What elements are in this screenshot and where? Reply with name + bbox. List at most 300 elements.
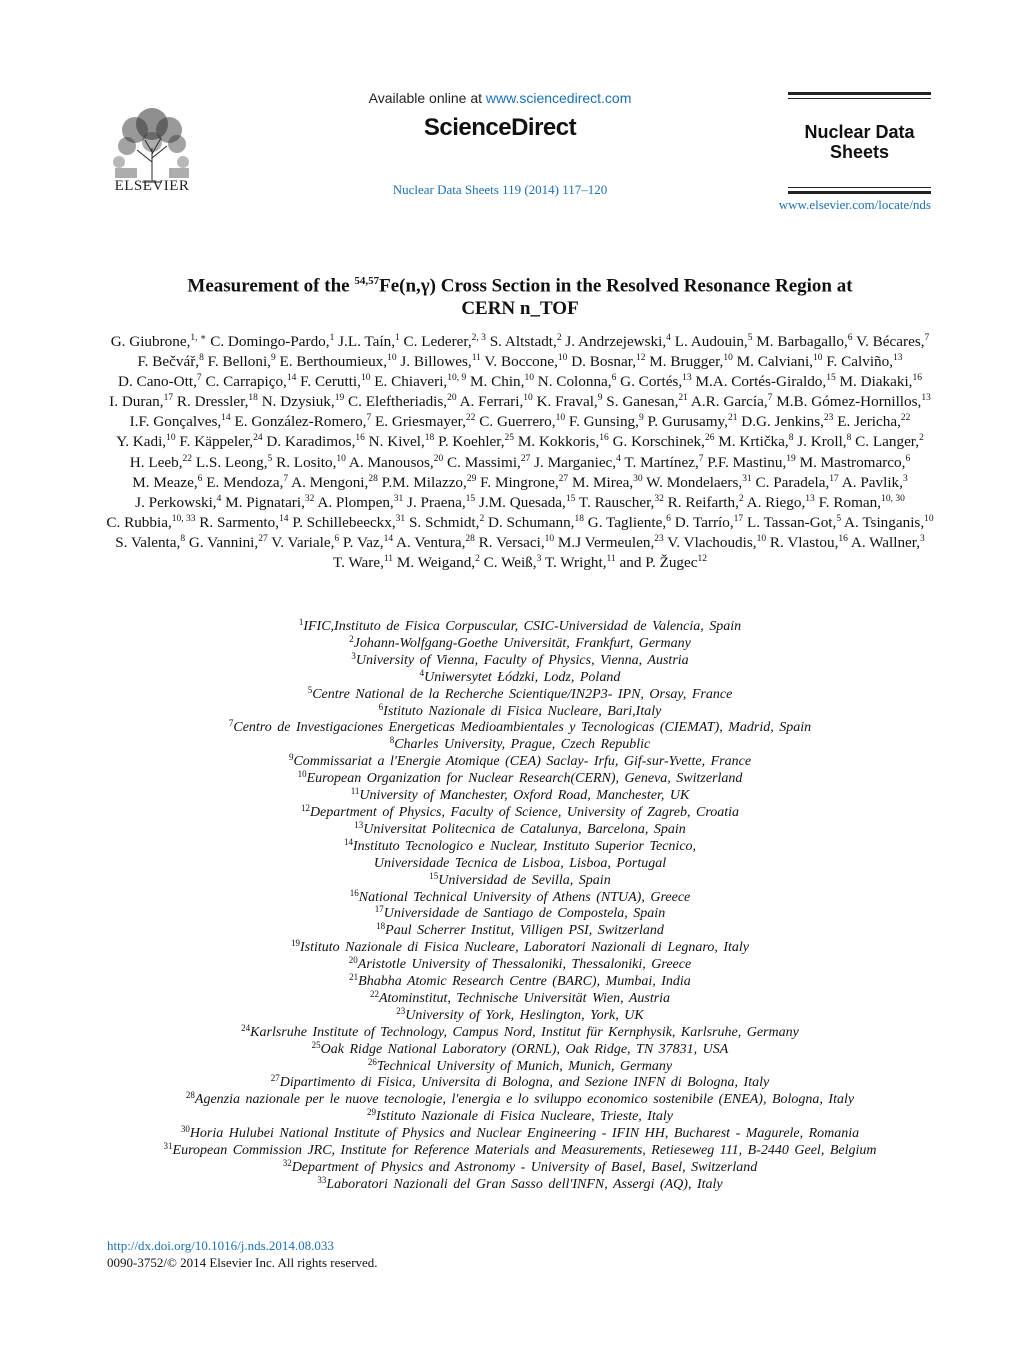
affiliation-text: Department of Physics and Astronomy - University of Basel, Basel, Switzerland <box>291 1160 758 1175</box>
author-name <box>707 454 795 471</box>
journal-logo-bottom-rule <box>788 191 931 194</box>
author-name <box>206 474 288 491</box>
author-affiliation-marker: 13 <box>893 353 903 364</box>
affiliation-text: University of Vienna, Faculty of Physics, Vienna, Austria <box>355 652 689 668</box>
affiliation-item <box>100 1039 940 1059</box>
journal-citation[interactable]: Nuclear Data Sheets 119 (2014) 117–120 <box>392 182 608 197</box>
affiliation-item <box>100 1109 940 1126</box>
affiliation-text: Istituto Nazionale di Fisica Nucleare, Trieste, Italy <box>376 1109 673 1125</box>
title-line2: CERN n_TOF <box>461 298 579 320</box>
author-name-text: R. Dressler, <box>176 393 249 411</box>
author-name <box>741 413 833 430</box>
affiliation-number: 23 <box>396 1005 406 1016</box>
author-name-text: C. Paradela, <box>755 473 830 491</box>
author-affiliation-marker: 10 <box>756 533 767 544</box>
author-name-text: S. Schmidt, <box>408 513 480 531</box>
affiliation-number: 5 <box>307 684 313 695</box>
author-name-text: and P. Žugec <box>619 554 698 572</box>
author-affiliation-marker: 32 <box>304 493 315 504</box>
author-name <box>382 474 477 491</box>
author-affiliation-marker: 3 <box>536 554 542 565</box>
author-affiliation-marker: 2, 3 <box>471 333 486 343</box>
author-name-text: V. Boccone, <box>484 353 558 371</box>
affiliation-item <box>100 771 940 788</box>
author-name-text: L.S. Leong, <box>195 453 268 471</box>
affiliation-text: Centre National de la Recherche Scientique/IN2P3- IPN, Orsay, France <box>312 686 733 702</box>
author-name-text: S. Altstadt, <box>489 333 557 350</box>
affiliation-number: 25 <box>311 1039 321 1050</box>
author-name <box>480 474 568 491</box>
author-affiliation-marker: 16 <box>838 533 848 544</box>
author-name <box>369 433 435 450</box>
author-name <box>479 494 575 511</box>
author-name <box>488 514 584 531</box>
author-name-text: C. Lederer, <box>403 333 472 350</box>
author-name-text: M. Mastromarco, <box>799 453 906 471</box>
author-name <box>349 454 443 471</box>
author-name <box>588 514 671 531</box>
affiliation-text: Universidad de Sevilla, Spain <box>438 872 611 888</box>
author-name <box>276 454 346 471</box>
author-name-text: N. Colonna, <box>537 373 612 391</box>
author-name-text: C. Carrapiço, <box>205 373 287 391</box>
author-name <box>837 413 910 430</box>
author-affiliation-marker: 10 <box>166 433 176 444</box>
title-rest: Fe(n,γ) Cross Section in the Resolved Resonance Region at <box>379 275 853 297</box>
author-name <box>572 474 643 491</box>
author-name-text: C. Domingo-Pardo, <box>210 333 330 350</box>
author-name <box>205 373 296 390</box>
author-name-text: L. Tassan-Got, <box>746 513 837 531</box>
author-affiliation-marker: 7 <box>196 373 202 384</box>
author-name-text: C. Eleftheriadis, <box>347 393 448 411</box>
affiliation-number: 27 <box>270 1073 280 1084</box>
author-affiliation-marker: 10, 30 <box>881 493 905 504</box>
journal-name <box>788 122 931 162</box>
author-name-text: M. Meaze, <box>132 473 198 491</box>
author-name <box>111 333 207 350</box>
affiliation-text: Universitat Politecnica de Catalunya, Barcelona, Spain <box>363 821 686 837</box>
affiliation-text: Istituto Nazionale di Fisica Nucleare, Laboratori Nazionali di Legnaro, Italy <box>299 940 750 956</box>
sciencedirect-link[interactable]: www.sciencedirect.com <box>485 90 632 106</box>
author-name-text: E. Berthoumieux, <box>279 353 388 371</box>
author-name <box>271 534 339 551</box>
author-affiliation-marker: 4 <box>216 493 222 504</box>
author-name-text: D. Bosnar, <box>571 353 636 371</box>
affiliation-number: 12 <box>300 802 310 813</box>
author-affiliation-marker: 10 <box>523 393 533 404</box>
author-affiliation-marker: 1 <box>329 333 335 343</box>
affiliation-text: Oak Ridge National Laboratory (ORNL), Oak Ridge, TN 37831, USA <box>320 1041 729 1057</box>
author-affiliation-marker: 5 <box>836 513 842 524</box>
author-affiliation-marker: 23 <box>654 533 664 544</box>
title-isotopes: 54,57 <box>354 275 380 287</box>
affiliation-text: University of Manchester, Oxford Road, Manchester, UK <box>359 788 690 804</box>
affiliation-text: Laboratori Nazionali del Gran Sasso dell'INFN, Assergi (AQ), Italy <box>326 1176 723 1192</box>
author-affiliation-marker: 3 <box>902 473 908 484</box>
affiliation-item <box>100 836 940 856</box>
author-affiliation-marker: 31 <box>742 473 752 484</box>
affiliation-text: Commissariat a l'Energie Atomique (CEA) Saclay- Irfu, Gif-sur-Yvette, France <box>293 754 752 770</box>
author-affiliation-marker: 2 <box>475 554 480 565</box>
author-name <box>747 514 841 531</box>
paper-title <box>100 270 940 320</box>
affiliation-text: Paul Scherrer Institut, Villigen PSI, Switzerland <box>385 923 664 939</box>
affiliation-text: Bhabha Atomic Research Centre (BARC), Mumbai, India <box>358 974 691 990</box>
affiliation-text: Uniwersytet Łódzki, Lodz, Poland <box>424 669 621 685</box>
author-name-text: T. Ware, <box>332 554 384 572</box>
journal-url-link[interactable]: www.elsevier.com/locate/nds <box>778 197 931 212</box>
author-affiliation-marker: 2 <box>919 433 924 444</box>
author-affiliation-marker: 27 <box>558 473 569 484</box>
author-affiliation-marker: 10 <box>524 373 534 384</box>
author-name-text: L. Audouin, <box>674 333 748 350</box>
author-name <box>613 433 715 450</box>
author-name <box>855 433 924 450</box>
affiliation-item <box>100 754 940 771</box>
author-name-text: E. Griesmayer, <box>375 413 466 431</box>
author-affiliation-marker: 18 <box>424 433 435 444</box>
author-name-text: F. Calviño, <box>826 353 894 371</box>
author-name-text: P.F. Mastinu, <box>707 453 787 471</box>
author-name <box>800 454 911 471</box>
affiliation-number: 21 <box>349 972 359 983</box>
author-name <box>106 514 195 531</box>
affiliation-item <box>100 720 940 737</box>
author-name-text: W. Mondelaers, <box>646 473 743 491</box>
affiliation-item <box>100 633 940 653</box>
author-affiliation-marker: 28 <box>368 473 378 484</box>
doi-link[interactable]: http://dx.doi.org/10.1016/j.nds.2014.08.033 <box>107 1238 334 1253</box>
author-affiliation-marker: 28 <box>465 533 475 544</box>
author-affiliation-marker: 27 <box>258 533 268 544</box>
author-name <box>266 433 365 450</box>
author-affiliation-marker: 6 <box>197 473 203 484</box>
affiliation-number: 16 <box>349 887 359 898</box>
affiliation-number: 15 <box>429 870 439 881</box>
author-name-text: J. Marganiec, <box>534 453 617 471</box>
author-name <box>624 454 703 471</box>
author-name <box>116 433 175 450</box>
author-affiliation-marker: 14 <box>221 413 231 424</box>
author-name <box>695 373 835 390</box>
author-affiliation-marker: 11 <box>383 554 394 565</box>
author-affiliation-marker: 31 <box>393 493 404 504</box>
author-affiliation-marker: 16 <box>355 433 365 444</box>
author-name-text: A. Tsinganis, <box>844 513 925 531</box>
affiliation-item <box>100 701 940 721</box>
author-affiliation-marker: 3 <box>920 533 925 544</box>
author-name <box>291 474 378 491</box>
author-name <box>375 413 475 430</box>
author-affiliation-marker: 10 <box>813 353 823 364</box>
author-name-text: V. Vlachoudis, <box>667 533 757 551</box>
author-name-text: M. Krtička, <box>718 433 789 451</box>
author-affiliation-marker: 8 <box>199 353 204 364</box>
affiliation-number: 13 <box>354 819 364 830</box>
affiliation-text: Dipartimento di Fisica, Universita di Bologna, and Sezione INFN di Bologna, Italy <box>279 1075 770 1091</box>
author-name-text: M. Diakaki, <box>839 373 913 391</box>
author-affiliation-marker: 8 <box>788 433 794 444</box>
affiliation-list <box>100 619 940 1194</box>
author-name <box>135 494 221 511</box>
affiliation-item <box>100 974 940 991</box>
author-name <box>606 393 688 410</box>
author-name-text: D.G. Jenkins, <box>741 413 824 431</box>
author-name <box>343 534 393 551</box>
author-name <box>460 393 533 410</box>
author-affiliation-marker: 7 <box>924 333 930 343</box>
author-affiliation-marker: 10 <box>555 413 566 424</box>
author-name <box>667 534 766 551</box>
author-name <box>447 454 530 471</box>
author-name <box>558 534 664 551</box>
affiliation-text: Horia Hulubei National Institute of Physics and Nuclear Engineering - IFIN HH, Bucharest - Magurele, Romania <box>189 1126 860 1142</box>
author-name <box>675 514 743 531</box>
affiliation-number: 19 <box>290 938 300 949</box>
author-name-text: A. Plompen, <box>317 493 394 511</box>
author-affiliation-marker: 6 <box>611 373 617 384</box>
author-affiliation-marker: 12 <box>697 554 708 565</box>
author-name-text: P. Schillebeeckx, <box>292 513 396 531</box>
affiliation-number: 9 <box>288 752 294 763</box>
affiliation-item <box>100 988 940 1008</box>
affiliation-item <box>100 619 940 636</box>
author-name-text: M. Pignatari, <box>225 493 305 511</box>
author-name <box>737 353 823 370</box>
author-affiliation-marker: 10 <box>557 353 568 364</box>
affiliation-number: 1 <box>298 617 304 627</box>
affiliation-item <box>100 1056 940 1076</box>
author-name-text: J. Perkowski, <box>135 493 217 511</box>
affiliation-text: Agenzia nazionale per le nuove tecnologie, l'energia e lo sviluppo economico sostenibile (ENEA), Bologna, Italy <box>194 1092 855 1108</box>
author-affiliation-marker: 19 <box>786 453 796 464</box>
author-name-text: M. Chin, <box>470 373 525 391</box>
affiliation-text: Johann-Wolfgang-Goethe Universität, Frankfurt, Germany <box>353 635 691 651</box>
author-affiliation-marker: 1 <box>395 333 400 343</box>
author-name-text: T. Martínez, <box>624 453 699 471</box>
author-name-text: D. Tarrío, <box>674 513 734 531</box>
author-name <box>397 554 480 571</box>
affiliation-item <box>100 940 940 957</box>
author-name <box>856 333 929 350</box>
affiliation-number: 2 <box>349 633 354 644</box>
author-affiliation-marker: 9 <box>597 393 603 404</box>
author-name-text: R. Vlastou, <box>769 533 839 551</box>
author-name <box>317 494 403 511</box>
affiliation-number: 30 <box>180 1124 190 1135</box>
title-prefix: Measurement of the <box>187 275 355 297</box>
affiliation-text: Aristotle University of Thessaloniki, Thessaloniki, Greece <box>357 957 692 973</box>
affiliation-item <box>100 923 940 940</box>
author-name <box>400 353 480 370</box>
author-name <box>851 534 925 551</box>
author-name <box>109 393 173 410</box>
author-affiliation-marker: 17 <box>733 513 744 524</box>
author-name <box>538 373 617 390</box>
affiliation-item <box>100 667 940 687</box>
author-affiliation-marker: 7 <box>283 473 289 484</box>
author-affiliation-marker: 2 <box>479 513 485 524</box>
affiliation-number: 26 <box>367 1056 377 1067</box>
author-affiliation-marker: 7 <box>366 413 372 424</box>
author-affiliation-marker: 6 <box>847 333 853 343</box>
author-affiliation-marker: 8 <box>846 433 852 444</box>
copyright-notice: 0090-3752/© 2014 Elsevier Inc. All rights reserved. <box>107 1255 378 1270</box>
author-name-text: T. Rauscher, <box>578 493 655 511</box>
author-affiliation-marker: 26 <box>704 433 715 444</box>
author-name <box>199 514 288 531</box>
affiliation-item <box>100 1160 940 1177</box>
author-name-text: M. Kokkoris, <box>517 433 600 451</box>
availability-note <box>330 90 670 106</box>
author-name <box>648 413 738 430</box>
affiliation-number: 33 <box>317 1174 327 1185</box>
author-affiliation-marker: 12 <box>636 353 646 364</box>
affiliation-item <box>100 870 940 890</box>
author-affiliation-marker: 10 <box>387 353 397 364</box>
author-affiliation-marker: 4 <box>616 453 621 464</box>
affiliation-text: Atominstitut, Technische Universität Wien, Austria <box>378 990 671 1006</box>
author-name-text: R. Losito, <box>276 453 337 471</box>
author-affiliation-marker: 13 <box>805 493 815 504</box>
affiliation-number: 28 <box>185 1090 195 1101</box>
author-name <box>479 534 554 551</box>
author-name <box>130 413 231 430</box>
affiliation-item <box>100 906 940 923</box>
author-affiliation-marker: 20 <box>447 393 457 404</box>
author-name-text: E. González-Romero, <box>234 413 367 431</box>
author-name-text: A. Riego, <box>746 493 806 511</box>
author-affiliation-marker: 19 <box>334 393 345 404</box>
affiliation-text: European Commission JRC, Institute for Reference Materials and Measurements, Retieseweg 111, B-2440 Geel, Belgium <box>172 1143 877 1159</box>
author-name <box>776 393 931 410</box>
author-name-text: S. Valenta, <box>115 533 181 551</box>
author-affiliation-marker: 11 <box>471 353 481 364</box>
author-name-text: H. Leeb, <box>129 453 183 471</box>
journal-name-line2: Sheets <box>829 142 890 162</box>
author-name <box>300 373 370 390</box>
author-affiliation-marker: 16 <box>599 433 609 444</box>
author-affiliation-marker: 11 <box>606 554 616 565</box>
author-name-text: P.M. Milazzo, <box>381 473 467 491</box>
author-affiliation-marker: 1, ∗ <box>190 333 207 343</box>
author-name-text: G. Giubrone, <box>110 333 191 350</box>
author-name <box>569 413 644 430</box>
author-name <box>130 454 192 471</box>
author-affiliation-marker: 24 <box>253 433 263 444</box>
affiliation-text: University of York, Heslington, York, UK <box>405 1007 644 1023</box>
author-name <box>225 494 314 511</box>
author-name <box>534 454 621 471</box>
author-name-text: Y. Kadi, <box>116 433 167 451</box>
author-name-text: M. Calviani, <box>736 353 814 371</box>
affiliation-text: National Technical University of Athens (NTUA), Greece <box>358 889 691 905</box>
author-name-text: A.R. García, <box>690 393 768 411</box>
author-affiliation-marker: 5 <box>267 453 273 464</box>
affiliation-number: 11 <box>350 786 360 797</box>
author-name <box>115 534 185 551</box>
author-name <box>756 333 852 350</box>
author-name-text: F. Bečvář, <box>137 353 200 371</box>
author-name-text: D. Schumann, <box>487 513 575 531</box>
affiliation-number: 32 <box>282 1158 292 1168</box>
author-name <box>840 373 922 390</box>
author-name-text: A. Ventura, <box>396 533 466 551</box>
author-affiliation-marker: 10 <box>924 513 934 524</box>
author-name <box>484 353 567 370</box>
author-name-text: M. Mirea, <box>571 473 634 491</box>
author-name <box>407 494 475 511</box>
author-affiliation-marker: 27 <box>520 453 531 464</box>
author-name <box>797 433 851 450</box>
author-name-text: N. Kivel, <box>368 433 425 451</box>
author-name-text: R. Reifarth, <box>667 493 739 511</box>
author-name-text: G. Cortés, <box>620 373 683 391</box>
affiliation-item <box>100 1075 940 1092</box>
author-affiliation-marker: 17 <box>163 393 174 404</box>
author-name-text: M.J Vermeulen, <box>557 533 655 551</box>
author-affiliation-marker: 32 <box>654 493 664 504</box>
affiliation-item <box>100 887 940 907</box>
affiliation-item <box>100 802 940 822</box>
author-name-text: A. Wallner, <box>850 533 921 551</box>
author-name <box>137 353 203 370</box>
author-name-text: K. Fraval, <box>536 393 598 411</box>
author-affiliation-marker: 2 <box>738 493 744 504</box>
affiliation-continuation: Universidade Tecnica de Lisboa, Lisboa, Portugal <box>373 855 667 871</box>
author-name <box>479 413 565 430</box>
affiliation-number: 31 <box>163 1141 173 1152</box>
author-name <box>196 454 272 471</box>
affiliation-item <box>100 957 940 974</box>
author-name-text: P. Vaz, <box>342 533 384 551</box>
author-name <box>409 514 484 531</box>
author-affiliation-marker: 10 <box>360 373 371 384</box>
author-affiliation-marker: 7 <box>698 453 704 464</box>
author-name <box>438 433 514 450</box>
author-name-text: R. Sarmento, <box>199 513 280 531</box>
affiliation-number: 7 <box>228 718 234 729</box>
author-name <box>649 353 733 370</box>
author-name <box>262 393 344 410</box>
affiliation-item <box>100 1005 940 1025</box>
affiliation-number: 3 <box>351 650 356 661</box>
author-name-text: J. Billowes, <box>400 353 472 371</box>
affiliation-text: Istituto Nazionale di Fisica Nucleare, Bari,Italy <box>383 703 662 719</box>
journal-logo <box>788 92 931 194</box>
author-name-text: P. Koehler, <box>438 433 505 451</box>
author-name <box>668 494 744 511</box>
author-affiliation-marker: 2 <box>556 333 562 343</box>
journal-name-line1: Nuclear Data <box>804 122 915 142</box>
author-name <box>490 333 562 350</box>
affiliation-number: 8 <box>389 735 395 746</box>
affiliation-text: Instituto Tecnologico e Nuclear, Instituto Superior Tecnico, <box>352 838 697 854</box>
publisher-name: ELSEVIER <box>114 178 190 194</box>
author-affiliation-marker: 6 <box>905 453 911 464</box>
author-name-text: E. Chiaveri, <box>374 373 448 391</box>
author-name <box>755 474 838 491</box>
author-affiliation-marker: 13 <box>921 393 931 404</box>
author-name-text: M. Brugger, <box>649 353 724 371</box>
author-name-text: F. Käppeler, <box>179 433 254 451</box>
author-name-text: A. Manousos, <box>348 453 434 471</box>
author-name <box>747 494 815 511</box>
affiliation-number: 10 <box>297 769 307 780</box>
affiliation-number: 22 <box>369 988 379 999</box>
affiliation-number: 24 <box>241 1022 251 1033</box>
